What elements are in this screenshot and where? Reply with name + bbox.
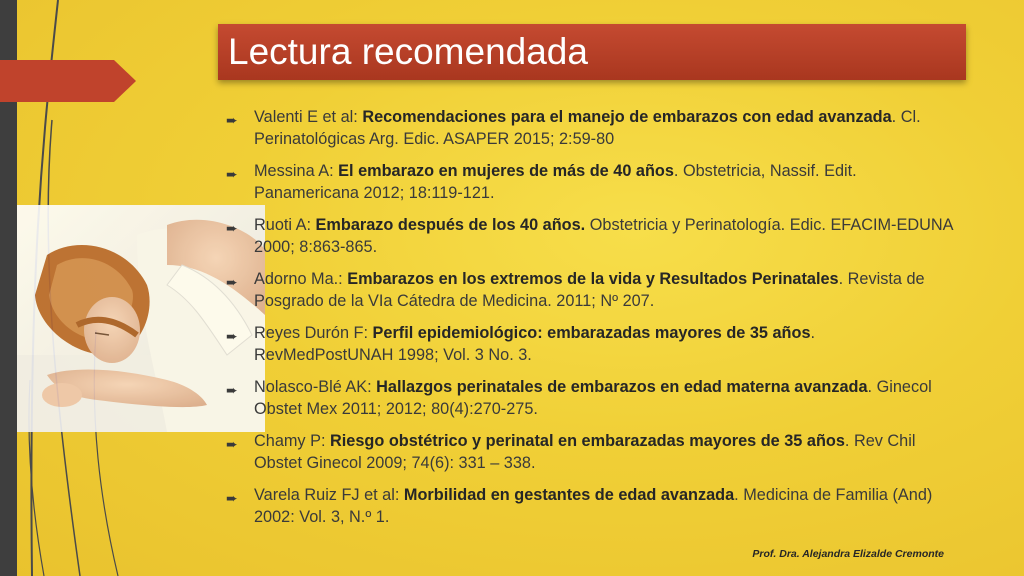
slide-title: Lectura recomendada: [228, 31, 588, 72]
reference-item: ➨ Reyes Durón F: Perfil epidemiológico: embarazadas mayores de 35 años. RevMedPostUNAH 1998; Vol. 3 No. 3.: [226, 324, 816, 364]
reference-list: [226, 106, 956, 538]
reference-item: ➨ Nolasco-Blé AK: Hallazgos perinatales de embarazos en edad materna avanzada. Ginecol Obstet Mex 2011; 2012; 80(4):270-275.: [226, 378, 932, 418]
reference-item: ➨ Varela Ruiz FJ et al: Morbilidad en gestantes de edad avanzada. Medicina de Familia (And) 2002: Vol. 3, N.º 1.: [226, 486, 933, 526]
reference-item: ➨ Messina A: El embarazo en mujeres de más de 40 años. Obstetricia, Nassif. Edit. Panamericana 2012; 18:119-121.: [226, 162, 857, 202]
right-arrow-bullet-icon: ➨: [226, 382, 238, 398]
right-arrow-bullet-icon: ➨: [226, 436, 238, 452]
reference-item: ➨ Valenti E et al: Recomendaciones para el manejo de embarazos con edad avanzada. Cl. Perinatológicas Arg. Edic. ASAPER 2015; 2:59-80: [226, 108, 921, 148]
right-arrow-bullet-icon: ➨: [226, 166, 238, 182]
reference-item: ➨ Adorno Ma.: Embarazos en los extremos de la vida y Resultados Perinatales. Revista de Posgrado de la VIa Cátedra de Medicina. 2011; Nº 207.: [226, 270, 925, 310]
right-arrow-bullet-icon: ➨: [226, 112, 238, 128]
author-footer: Prof. Dra. Alejandra Elizalde Cremonte: [752, 548, 944, 560]
right-arrow-bullet-icon: ➨: [226, 490, 238, 506]
title-bar: [218, 24, 966, 80]
right-arrow-bullet-icon: ➨: [226, 328, 238, 344]
right-arrow-bullet-icon: ➨: [226, 274, 238, 290]
reference-item: ➨ Ruoti A: Embarazo después de los 40 años. Obstetricia y Perinatología. Edic. EFACIM-EDUNA 2000; 8:863-865.: [226, 216, 953, 256]
right-arrow-bullet-icon: ➨: [226, 220, 238, 236]
left-arrow-shape: [0, 60, 136, 102]
reference-item: ➨ Chamy P: Riesgo obstétrico y perinatal en embarazadas mayores de 35 años. Rev Chil Obstet Ginecol 2009; 74(6): 331 – 338.: [226, 432, 916, 472]
